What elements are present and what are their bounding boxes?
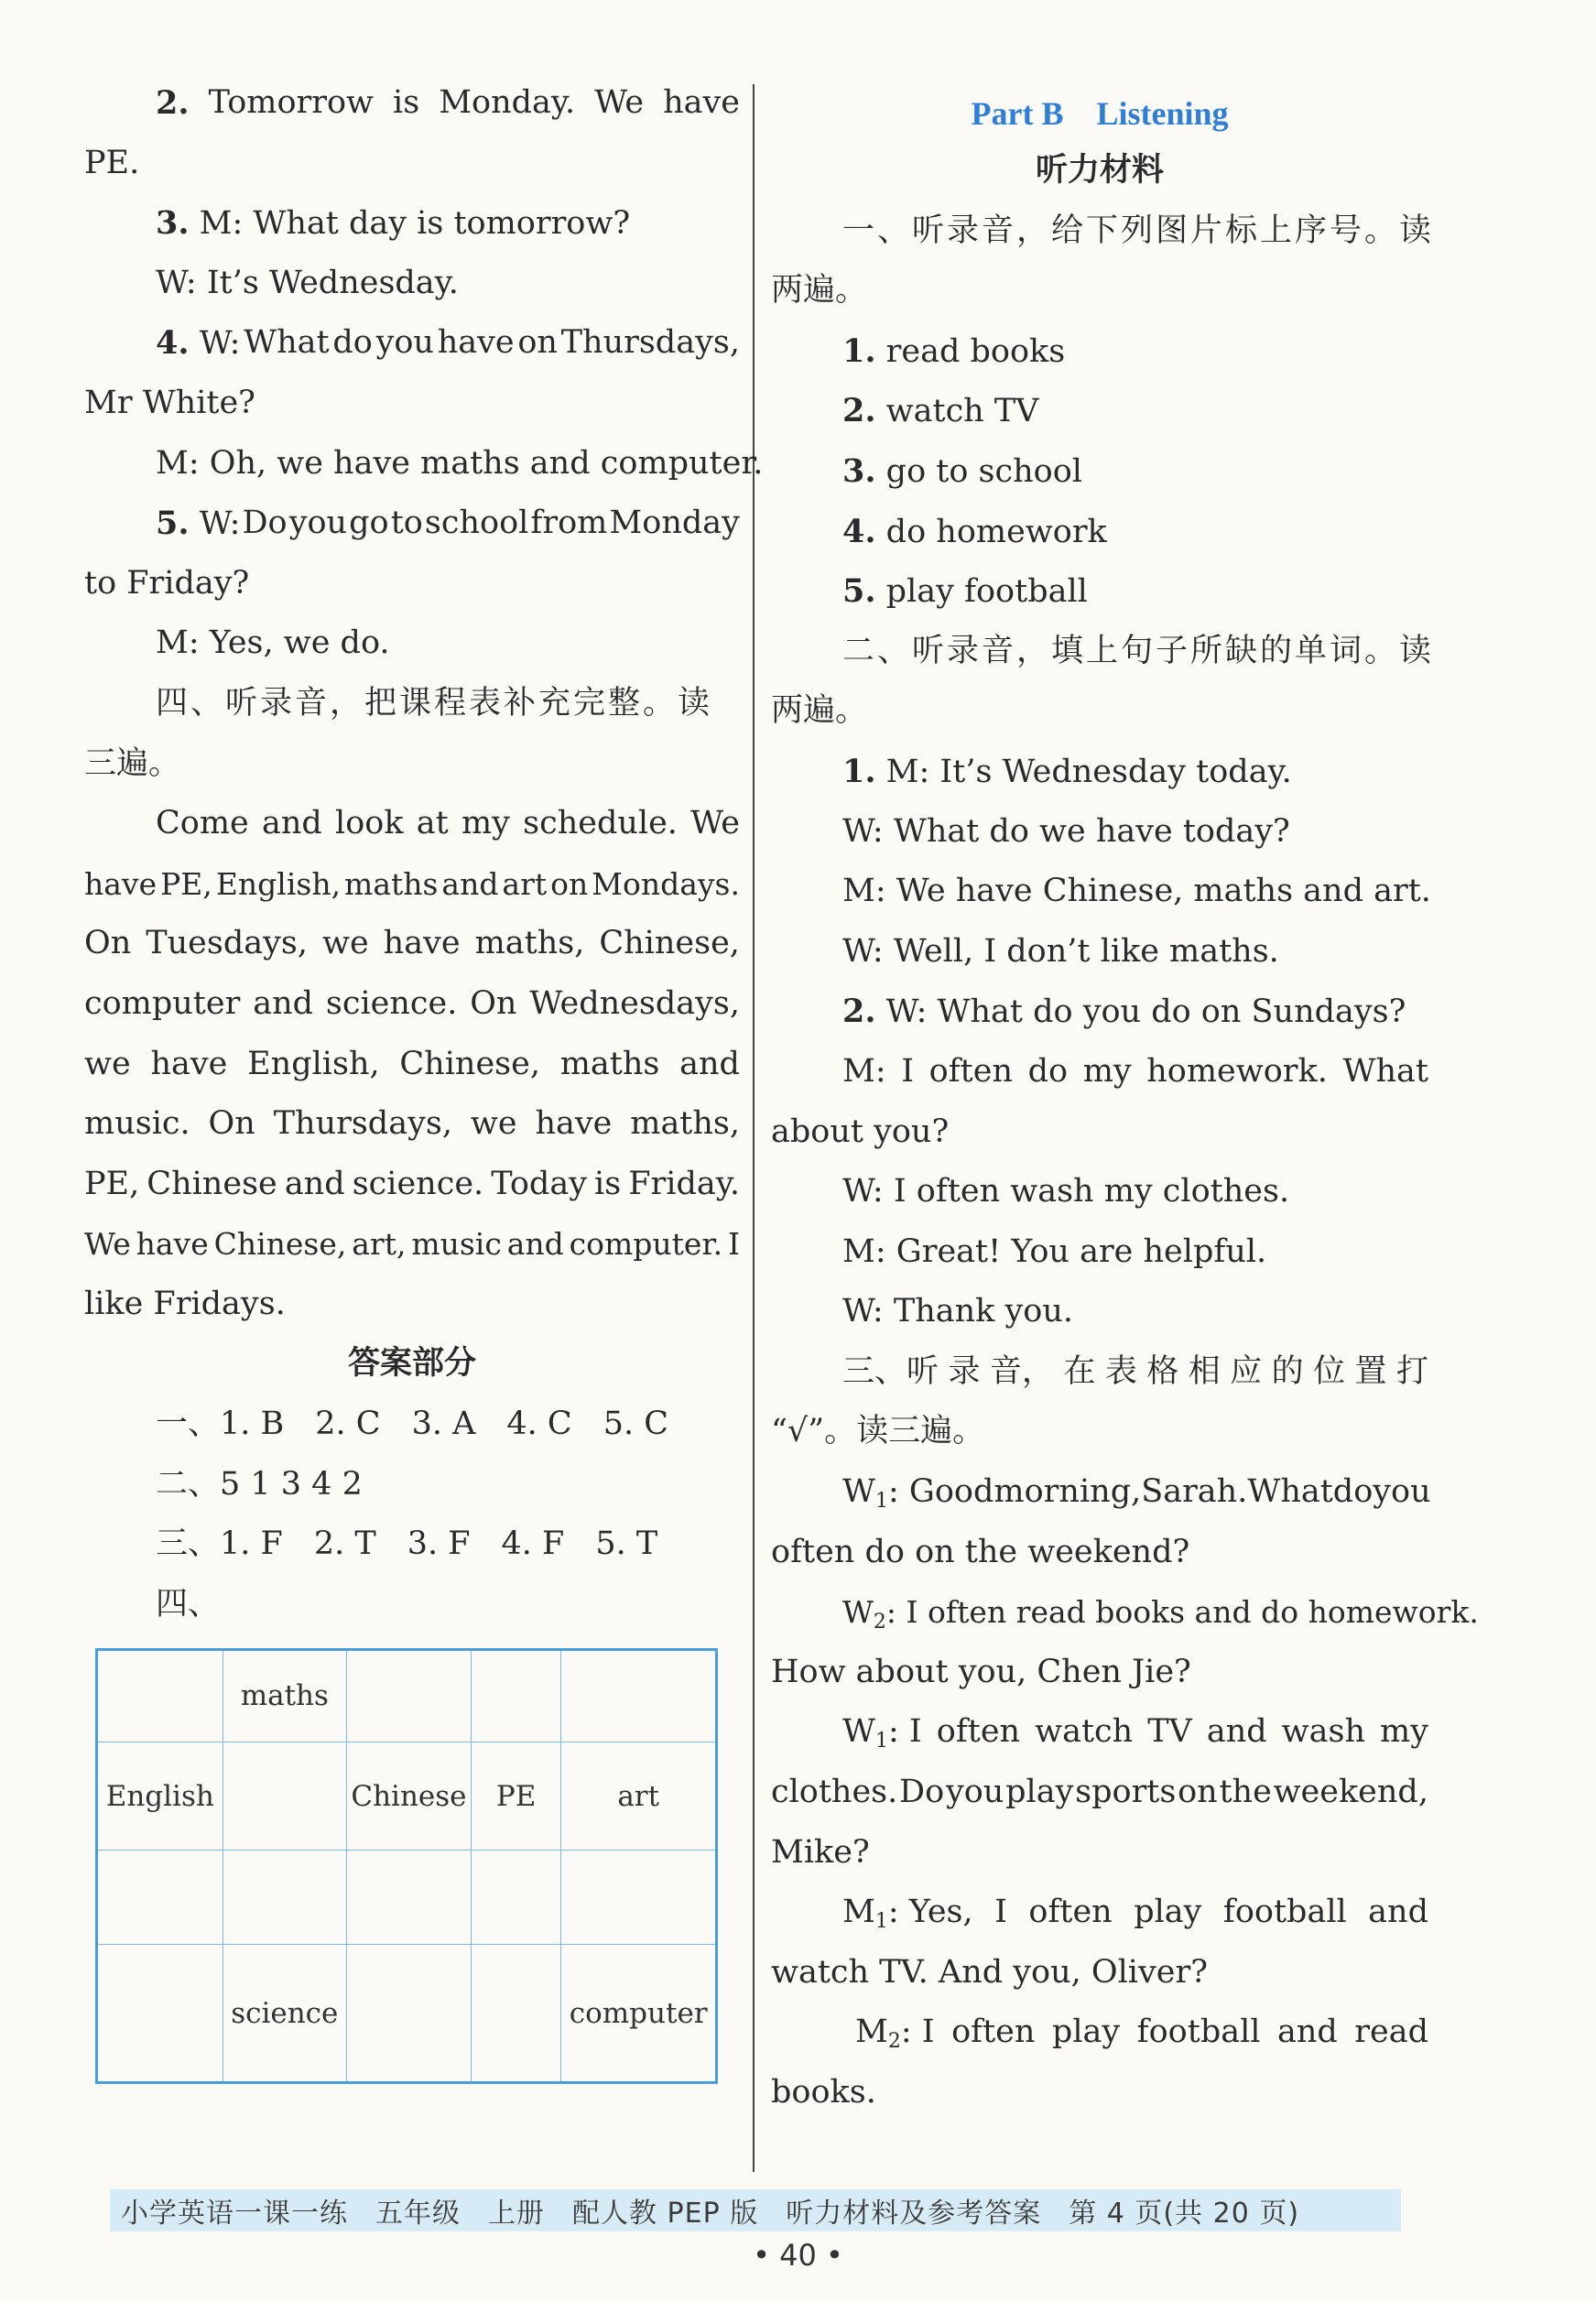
text-line: Mr White?	[84, 384, 255, 421]
table-cell	[561, 1851, 717, 1945]
section-heading: 两遍。	[771, 692, 868, 730]
footer-page-info: 第 4 页(共 20 页)	[1069, 2198, 1300, 2230]
section-heading: 两遍。	[771, 272, 868, 309]
text-line: 5. W: Do you go to school from Monday	[156, 505, 740, 543]
text-line: computer and science. On Wednesdays,	[84, 984, 740, 1022]
column-divider	[753, 84, 755, 2172]
list-item: 5. play football	[842, 572, 1088, 611]
text-line: M: Oh, we have maths and computer.	[156, 444, 764, 482]
text-line: 2. Tomorrow is Monday. We have	[156, 84, 740, 122]
table-cell	[347, 1851, 472, 1945]
answer-heading: 答案部分	[347, 1345, 476, 1383]
section-title: 听力材料	[1035, 152, 1164, 189]
table-cell	[97, 1650, 223, 1742]
text-line: W: Thank you.	[842, 1293, 1073, 1330]
table-cell: PE	[471, 1742, 561, 1851]
table-cell	[97, 1851, 223, 1945]
answer-row-1: 一、1. B 2. C 3. A 4. C 5. C	[156, 1406, 668, 1443]
table-cell: Chinese	[347, 1742, 472, 1851]
text-line: 1. M: It’s Wednesday today.	[842, 752, 1292, 790]
schedule-table	[95, 1648, 718, 2084]
table-row	[97, 1851, 717, 1945]
table-cell	[97, 1945, 223, 2083]
text-line: PE.	[84, 144, 140, 181]
text-line: 2. W: What do you do on Sundays?	[842, 993, 1406, 1031]
part-title: Part B Listening	[971, 95, 1229, 132]
table-cell: maths	[223, 1650, 347, 1742]
text-line: W: What do we have today?	[842, 812, 1290, 850]
text-line: M: We have Chinese, maths and art.	[842, 873, 1431, 910]
text-line: How about you, Chen Jie?	[771, 1653, 1191, 1690]
text-line: $M_2$: I often play football and read	[855, 2013, 1428, 2054]
section-heading: 二、听录音，填上句子所缺的单词。读	[842, 632, 1435, 669]
footer-section: 听力材料及参考答案	[786, 2198, 1042, 2230]
section-heading: 三、听 录 音， 在 表 格 相 应 的 位 置 打	[842, 1352, 1428, 1390]
text-line: M: I often do my homework. What	[842, 1052, 1428, 1090]
section-heading: 四、听录音，把课程表补充完整。读	[156, 684, 713, 722]
table-cell	[561, 1650, 717, 1742]
list-item: 3. go to school	[842, 451, 1082, 490]
section-heading: 三遍。	[84, 744, 181, 782]
table-cell	[471, 1851, 561, 1945]
left-column	[84, 73, 764, 1634]
text-line: books.	[771, 2074, 876, 2111]
section-heading: 一、听录音，给下列图片标上序号。读	[842, 212, 1435, 249]
footer-grade: 五年级	[375, 2198, 461, 2230]
footer-book: 小学英语一课一练	[121, 2198, 348, 2230]
table-row	[97, 1742, 717, 1851]
text-line: 4. W: What do you have on Thursdays,	[156, 324, 740, 363]
text-line: to Friday?	[84, 564, 250, 602]
table-cell: English	[97, 1742, 223, 1851]
section-heading: “√”。读三遍。	[771, 1413, 985, 1450]
text-line: music. On Thursdays, we have maths,	[84, 1105, 740, 1143]
text-line: W: Well, I don’t like maths.	[842, 932, 1279, 970]
text-line: $W_1$: Good morning, Sarah. What do you	[842, 1473, 1431, 1514]
text-line: M: Great! You are helpful.	[842, 1232, 1267, 1270]
answer-row-4: 四、	[156, 1585, 221, 1623]
footer-edition: 配人教 PEP 版	[572, 2198, 759, 2230]
text-line: we have English, Chinese, maths and	[84, 1045, 740, 1082]
right-column	[771, 73, 1479, 2123]
table-row	[97, 1945, 717, 2083]
text-line: M: Yes, we do.	[156, 624, 390, 662]
text-line: Come and look at my schedule. We	[156, 805, 740, 842]
table-cell	[471, 1650, 561, 1742]
footer-term: 上册	[488, 2198, 545, 2230]
table-cell: art	[561, 1742, 717, 1851]
list-item: 2. watch TV	[842, 392, 1039, 430]
text-line: have PE, English, maths and art on Mondays.	[84, 865, 740, 902]
answer-row-2: 二、5 1 3 4 2	[156, 1465, 363, 1503]
table-cell	[223, 1742, 347, 1851]
table-cell	[223, 1851, 347, 1945]
text-line: 3. M: What day is tomorrow?	[156, 204, 631, 243]
list-item: 4. do homework	[842, 512, 1107, 550]
list-item: 1. read books	[842, 331, 1066, 370]
page-number: • 40 •	[753, 2238, 843, 2273]
text-line: PE, Chinese and science. Today is Friday.	[84, 1165, 740, 1202]
text-line: $M_1$: Yes, I often play football and	[842, 1894, 1428, 1934]
text-line: Mike?	[771, 1833, 870, 1871]
answer-row-3: 三、1. F 2. T 3. F 4. F 5. T	[156, 1525, 658, 1563]
text-line: On Tuesdays, we have maths, Chinese,	[84, 925, 740, 962]
table-cell	[347, 1945, 472, 2083]
table-cell	[347, 1650, 472, 1742]
text-line: W: It’s Wednesday.	[156, 264, 459, 301]
footer-bar	[110, 2189, 1401, 2231]
table-cell	[471, 1945, 561, 2083]
table-cell: computer	[561, 1945, 717, 2083]
text-line: about you?	[771, 1113, 950, 1150]
table-row	[97, 1650, 717, 1742]
text-line: often do on the weekend?	[771, 1533, 1190, 1570]
text-line: watch TV. And you, Oliver?	[771, 1953, 1208, 1991]
text-line: We have Chinese, art, music and computer. I	[84, 1226, 740, 1263]
text-line: $W_2$: I often read books and do homework.	[842, 1594, 1479, 1634]
text-line: W: I often wash my clothes.	[842, 1173, 1290, 1210]
text-line: clothes. Do you play sports on the weekend,	[771, 1774, 1428, 1811]
text-line: like Fridays.	[84, 1285, 286, 1322]
table-cell: science	[223, 1945, 347, 2083]
text-line: $W_1$: I often watch TV and wash my	[842, 1713, 1428, 1753]
